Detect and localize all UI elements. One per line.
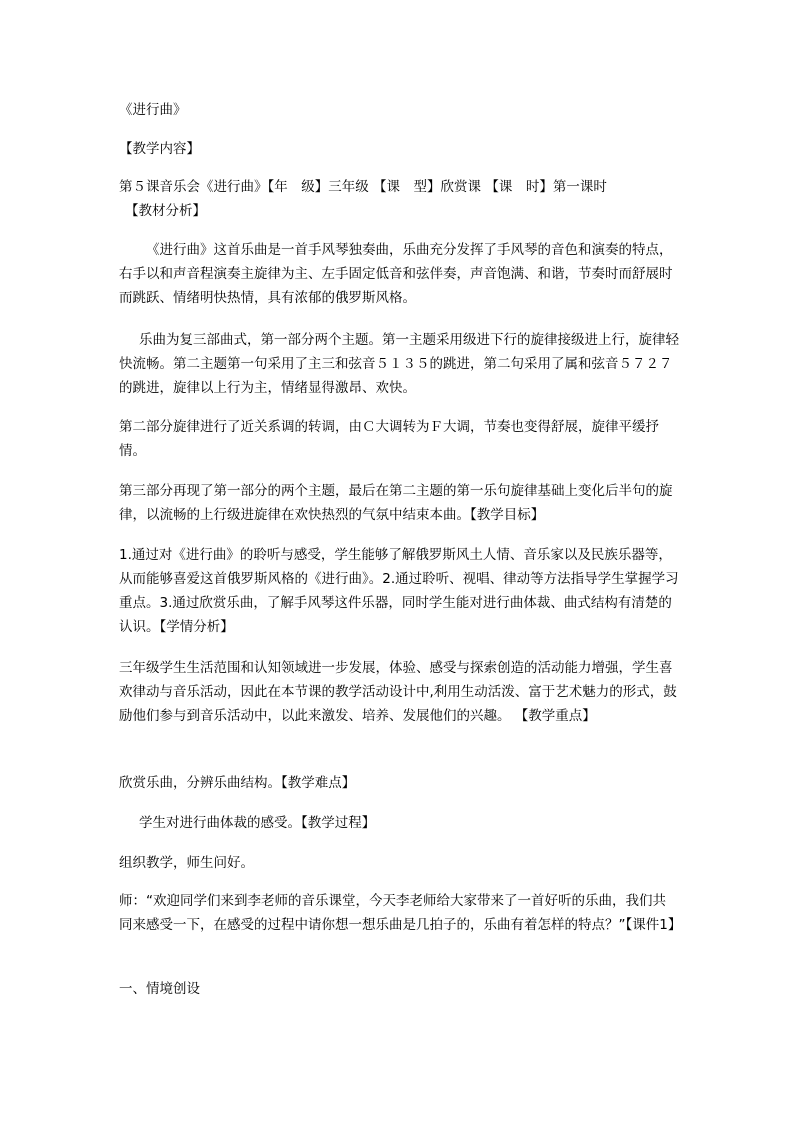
paragraph-intro: 《进行曲》这首乐曲是一首手风琴独奏曲，乐曲充分发挥了手风琴的音色和演奏的特点，右手以和声音程演奏主旋律为主、左手固定低音和弦伴奏，声音饱满、和谐，节奏时而舒展时而跳跃、情绪明快热情，具有浓郁的俄罗斯风格。 (119, 242, 673, 306)
paragraph-difficulty: 学生对进行曲体裁的感受。【教学过程】 (139, 815, 376, 831)
document-title: 《进行曲》 (119, 102, 187, 118)
heading-material-analysis: 【教材分析】 (125, 203, 206, 219)
lesson-info-line: 第５课音乐会《进行曲》【年 级】三年级 【课 型】欣赏课 【课 时】第一课时 (119, 179, 607, 195)
paragraph-part-three: 第三部分再现了第一部分的两个主题，最后在第二主题的第一乐句旋律基础上变化后半句的旋律，以流畅的上行级进旋律在欢快热烈的气氛中结束本曲。【教学目标】 (119, 483, 673, 523)
paragraph-teacher-speech: 师：“欢迎同学们来到李老师的音乐课堂，今天李老师给大家带来了一首好听的乐曲，我们共同来感受一下，在感受的过程中请你想一想乐曲是几拍子的，乐曲有着怎样的特点？”【课件1】 (119, 893, 682, 933)
heading-teaching-content: 【教学内容】 (119, 141, 200, 157)
paragraph-goals: 1.通过对《进行曲》的聆听与感受，学生能够了解俄罗斯风土人情、音乐家以及民族乐器等，从而能够喜爱这首俄罗斯风格的《进行曲》。2.通过聆听、视唱、律动等方法指导学生掌握学习重点。3.通过欣赏乐曲，了解手风琴这件乐器，同时学生能对进行曲体裁、曲式结构有清楚的认识。【学情分析】 (119, 547, 679, 635)
paragraph-key-points: 欣赏乐曲，分辨乐曲结构。【教学难点】 (119, 775, 356, 791)
paragraph-students: 三年级学生生活范围和认知领域进一步发展，体验、感受与探索创造的活动能力增强，学生喜欢律动与音乐活动，因此在本节课的教学活动设计中,利用生动活泼、富于艺术魅力的形式，鼓励他们参与到音乐活动中，以此来激发、培养、发展他们的兴趣。 【教学重点】 (119, 660, 677, 724)
paragraph-part-two: 第二部分旋律进行了近关系调的转调，由Ｃ大调转为Ｆ大调，节奏也变得舒展，旋律平缓抒情。 (119, 419, 659, 459)
paragraph-organize: 组织教学，师生问好。 (119, 855, 254, 871)
paragraph-structure: 乐曲为复三部曲式，第一部分两个主题。第一主题采用级进下行的旋律接级进上行，旋律轻快流畅。第二主题第一句采用了主三和弦音５１３５的跳进，第二句采用了属和弦音５７２７的跳进，旋律以上行为主，情绪显得激昂、欢快。 (119, 332, 679, 396)
section-heading-scenario: 一、情境创设 (119, 981, 200, 997)
